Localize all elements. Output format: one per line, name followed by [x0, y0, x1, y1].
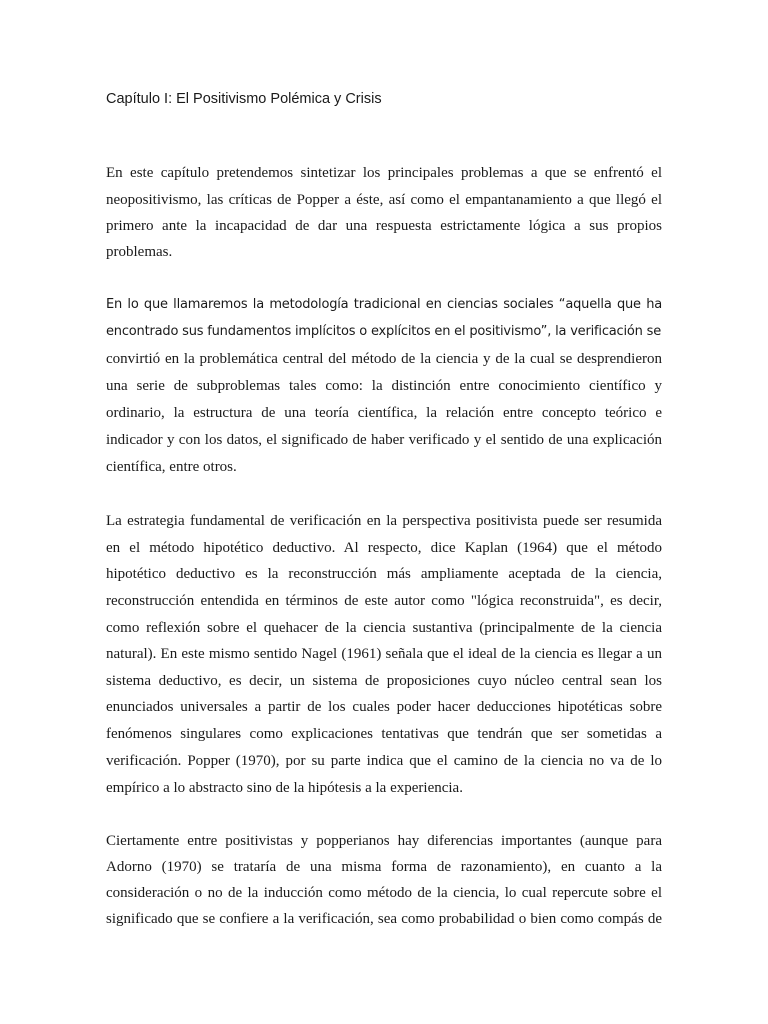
paragraph-1-line-4: problemas. [106, 244, 173, 260]
paragraph-3-line-4: reconstrucción entendida en términos de este autor como "lógica reconstruida", es decir, [106, 593, 662, 609]
paragraph-3-line-3: hipotético deductivo es la reconstrucción más ampliamente aceptada de la ciencia, [106, 566, 662, 582]
paragraph-3-line-10: verificación. Popper (1970), por su parte indica que el camino de la ciencia no va de lo [106, 753, 662, 769]
paragraph-2-line-6: indicador y con los datos, el significado de haber verificado y el sentido de una explicación [106, 432, 662, 448]
paragraph-1-line-2: neopositivismo, las críticas de Popper a éste, así como el empantanamiento a que llegó el [106, 192, 662, 208]
paragraph-4-line-2: Adorno (1970) se trataría de una misma forma de razonamiento), en cuanto a la [106, 859, 662, 875]
paragraph-3-line-5: como reflexión sobre el quehacer de la ciencia sustantiva (principalmente de la ciencia [106, 620, 662, 636]
paragraph-2-line-1: En lo que llamaremos la metodología tradicional en ciencias sociales “aquella que ha [106, 297, 662, 312]
paragraph-3-line-1: La estrategia fundamental de verificación en la perspectiva positivista puede ser resumida [106, 513, 662, 529]
paragraph-4-line-4: significado que se confiere a la verificación, sea como probabilidad o bien como compás de [106, 911, 662, 927]
paragraph-1-line-3: primero ante la incapacidad de dar una respuesta estrictamente lógica a sus propios [106, 218, 662, 234]
paragraph-3-line-6: natural). En este mismo sentido Nagel (1961) señala que el ideal de la ciencia es llegar a un [106, 646, 662, 662]
paragraph-2-line-2: encontrado sus fundamentos implícitos o explícitos en el positivismo”, la verificación se [106, 324, 661, 339]
paragraph-3-line-9: fenómenos singulares como explicaciones tentativas que tendrán que ser sometidas a [106, 726, 662, 742]
paragraph-4-line-3: consideración o no de la inducción como método de la ciencia, lo cual repercute sobre el [106, 885, 662, 901]
paragraph-3-line-11: empírico a lo abstracto sino de la hipótesis a la experiencia. [106, 780, 463, 796]
paragraph-1-line-1: En este capítulo pretendemos sintetizar los principales problemas a que se enfrentó el [106, 165, 662, 181]
paragraph-3-line-8: enunciados universales a partir de los cuales poder hacer deducciones hipotéticas sobre [106, 699, 662, 715]
paragraph-2-line-7: científica, entre otros. [106, 459, 237, 475]
chapter-title: Capítulo I: El Positivismo Polémica y Crisis [106, 91, 382, 107]
paragraph-4-line-1: Ciertamente entre positivistas y popperianos hay diferencias importantes (aunque para [106, 833, 662, 849]
paragraph-3-line-2: en el método hipotético deductivo. Al respecto, dice Kaplan (1964) que el método [106, 540, 662, 556]
paragraph-3-line-7: sistema deductivo, es decir, un sistema de proposiciones cuyo núcleo central sean los [106, 673, 662, 689]
paragraph-2-line-4: una serie de subproblemas tales como: la distinción entre conocimiento científico y [106, 378, 662, 394]
paragraph-2-line-3: convirtió en la problemática central del método de la ciencia y de la cual se desprendieron [106, 351, 662, 367]
paragraph-2-line-5: ordinario, la estructura de una teoría científica, la relación entre concepto teórico e [106, 405, 662, 421]
